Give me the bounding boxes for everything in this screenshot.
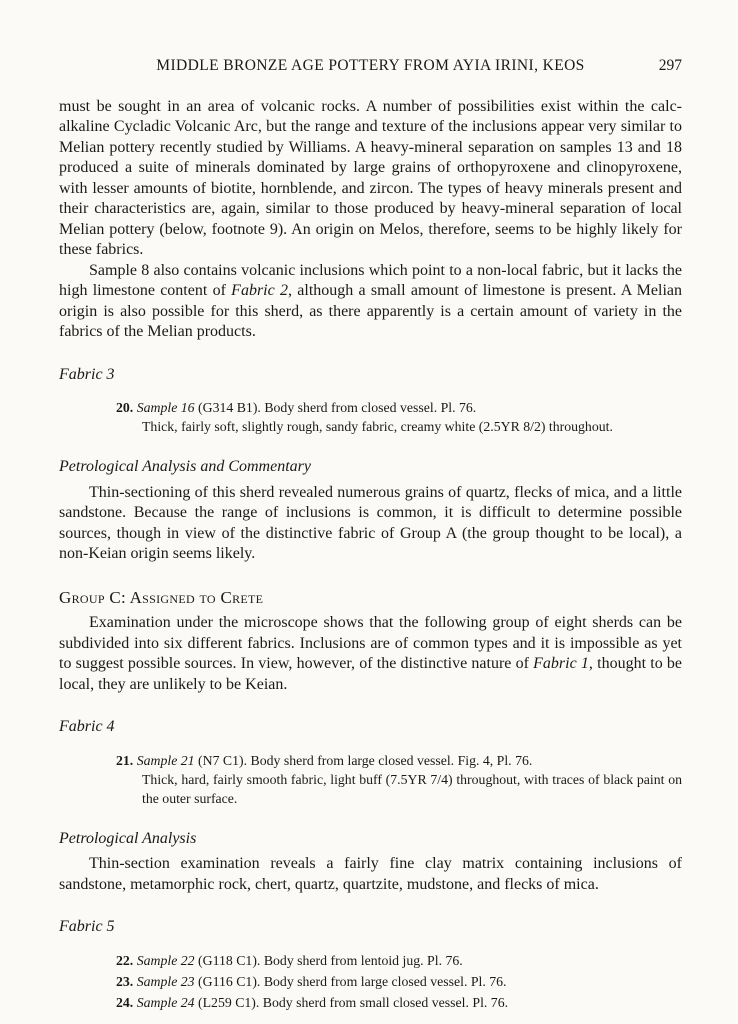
entry-21-sample: Sample 21 [136,752,195,768]
catalog-entry-20 [116,398,682,436]
running-title: MIDDLE BRONZE AGE POTTERY FROM AYIA IRINI, KEOS [156,57,585,74]
entry-20-head [116,398,682,417]
catalog-entry-21 [116,751,682,808]
paragraph-group-c [59,613,682,695]
catalog-entry-22 [116,951,682,970]
paragraph-group-c-post: , thought to be local, they are unlikely to be Keian. [59,655,683,693]
paragraph-sample8-pre: Sample 8 also contains volcanic inclusions which point to a non-local fabric, but it lacks the high limestone content of [59,261,682,299]
heading-petrological-analysis: Petrological Analysis [59,829,197,847]
heading-fabric-5: Fabric 5 [59,918,115,935]
heading-group-c: Group C: Assigned to Crete [59,587,264,607]
heading-petrological-analysis-commentary: Petrological Analysis and Commentary [59,458,311,475]
entry-21-number: 21. [116,752,134,768]
paragraph-sample8-post: , although a small amount of limestone is present. A Melian origin is also possible for this sherd, as there apparently is a certain amount of variety in the fabrics of the Melian products. [59,282,683,340]
entry-23-sample: Sample 23 [136,973,195,989]
entry-23-number: 23. [116,973,134,989]
entry-21-text: (N7 C1). Body sherd from large closed vessel. Fig. 4, Pl. 76. [198,752,533,768]
paragraph-petro: Thin-section examination reveals a fairly fine clay matrix containing inclusions of sandstone, metamorphic rock, chert, quartz, quartzite, mudstone, and flecks of mica. [59,855,682,893]
entry-20-text: (G314 B1). Body sherd from closed vessel. Pl. 76. [198,400,477,415]
entry-22-sample: Sample 22 [136,952,195,968]
entry-24-text: (L259 C1). Body sherd from small closed vessel. Pl. 76. [198,994,509,1010]
paragraph-group-c-pre: Examination under the microscope shows that the following group of eight sherds can be subdivided into six different fabrics. Inclusions are of common types and it is impossible as yet to suggest possible sources. In view, however, of the distinctive nature of [59,614,682,672]
entry-24-head [116,993,682,1012]
paragraph-petro-commentary: Thin-sectioning of this sherd revealed numerous grains of quartz, flecks of mica, and a little sandstone. Because the range of inclusions is common, it is difficult to determine possible sources, though in view of the distinctive fabric of Group A (the group thought to be local), a non-Keian origin seems likely. [59,483,682,562]
fabric-2-reference: Fabric 2 [231,282,288,299]
entry-22-head [116,951,682,970]
entry-23-text: (G116 C1). Body sherd from large closed vessel. Pl. 76. [198,973,507,989]
entry-24-number: 24. [116,994,134,1010]
entry-20-number: 20. [116,400,134,415]
heading-fabric-3: Fabric 3 [59,365,115,383]
catalog-entry-24 [116,993,682,1012]
page-number: 297 [658,57,682,74]
catalog-entry-23 [116,972,682,991]
entry-20-sample: Sample 16 [136,400,195,415]
entry-20-description: Thick, fairly soft, slightly rough, sandy fabric, creamy white (2.5YR 8/2) throughout. [142,419,613,434]
paragraph-sample8 [59,261,682,343]
entry-24-sample: Sample 24 [136,994,195,1010]
page-header [59,56,682,77]
paragraph-continuation: must be sought in an area of volcanic rocks. A number of possibilities exist within the calc-alkaline Cycladic Volcanic Arc, but the range and texture of the inclusions appear very similar to Melian pottery recently studied by Williams. A heavy-mineral separation on samples 13 and 18 produced a suite of minerals dominated by large grains of orthopyroxene and clinopyroxene, with lesser amounts of biotite, hornblende, and zircon. The types of heavy minerals present and their characteristics are, again, similar to those produced by heavy-mineral separation of local Melian pottery (below, footnote 9). An origin on Melos, therefore, seems to be highly likely for these fabrics. [59,97,682,258]
fabric-1-reference: Fabric 1 [533,655,589,672]
entry-22-text: (G118 C1). Body sherd from lentoid jug. Pl. 76. [198,952,463,968]
entry-21-head [116,751,682,770]
entry-22-number: 22. [116,952,134,968]
heading-fabric-4: Fabric 4 [59,718,115,735]
entry-23-head [116,972,682,991]
entry-21-description: Thick, hard, fairly smooth fabric, light buff (7.5YR 7/4) throughout, with traces of black paint on the outer surface. [142,771,682,806]
